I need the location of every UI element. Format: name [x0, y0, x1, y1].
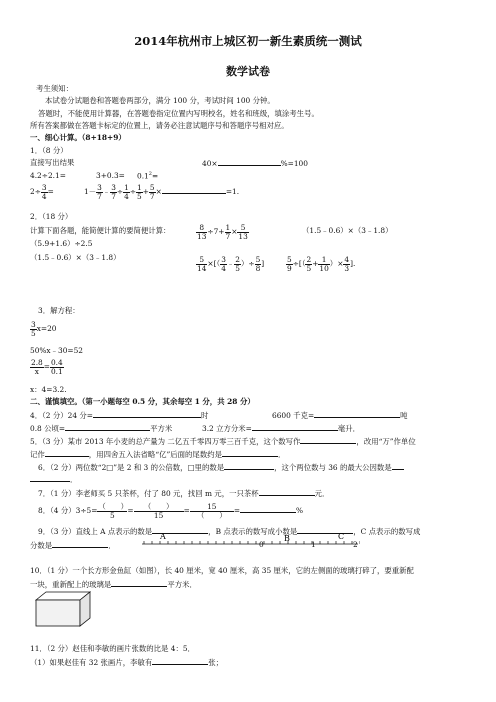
question-text: 2÷ $\frac{3}{4}$ =	[30, 182, 54, 201]
question-text: 3+0.3=	[96, 171, 125, 180]
question-text: $0.1^2=$	[137, 171, 159, 181]
question-text: 直接写出结果	[30, 158, 75, 167]
question-text: 0.8 公顷= 平方米	[30, 424, 173, 433]
question-text: 6．（2 分）两位数“2□”是 2 和 3 的公倍数，□里的数是 ，这个两位数与 36 的最大公因数是	[38, 462, 404, 472]
notice-head: 考生须知：	[36, 84, 73, 93]
answer-blank	[65, 423, 150, 431]
answer-blank	[252, 423, 338, 431]
question-text: 40× %=100	[202, 159, 308, 168]
answer-blank	[224, 462, 274, 470]
answer-blank	[259, 488, 315, 496]
answer-blank	[222, 449, 278, 457]
question-text: 10．（1 分）一个长方形金鱼缸（如图），长 40 厘米，宽 40 厘米，高 35 厘米，它的左侧面的玻璃打碎了，要重新配	[30, 566, 414, 575]
answer-blank	[152, 657, 208, 665]
answer-blank	[93, 410, 201, 418]
answer-blank	[218, 158, 281, 166]
number-line	[140, 528, 360, 550]
question-expr: x：4=3.2.	[30, 385, 67, 394]
question-text: （1）如果赵佳有 32 张画片，李敏有 张；	[30, 658, 224, 667]
question-expr: （1.5﹣0.6）×（3﹣1.8）	[302, 226, 393, 235]
point-a-label: A	[160, 532, 166, 541]
notice-line: 答题时，不能使用计算器，在答题卷指定位置内写明校名，姓名和班级，填涂考生号。	[38, 109, 319, 118]
question-text: 分数是 ．	[30, 541, 116, 550]
fish-tank-figure	[34, 590, 92, 628]
answer-blank-line: ．	[30, 474, 77, 484]
question-expr: $\frac{2.8}{x}$ = $\frac{0.4}{0.1}$	[31, 357, 63, 376]
question-text: 4．（2 分）24 分= 时	[30, 411, 209, 420]
question-expr: （1.5﹣0.6）×（3﹣1.8）	[30, 253, 121, 262]
question-number: 3．解方程：	[38, 306, 80, 315]
point-c-label: C	[338, 532, 345, 541]
answer-blank	[162, 186, 226, 194]
point-b-label: B	[284, 534, 290, 543]
notice-line: 本试卷分试题卷和答题卷两部分，满分 100 分，考试时间 100 分钟。	[45, 96, 275, 105]
question-text: 计算下面各题，能简便计算的要简便计算：	[30, 226, 171, 235]
answer-blank	[314, 410, 400, 418]
question-text: 8．（4 分）3÷5= （ ） 5 = （ ） 15 = 15 （ ） = %	[38, 501, 304, 520]
question-text: 4.2÷2.1=	[30, 171, 66, 180]
question-text: 记作 ，用四舍五入法省略“亿”后面的尾数约是 ．	[30, 450, 286, 459]
page-subtitle: 数学试卷	[226, 65, 270, 78]
answer-blank	[392, 462, 404, 470]
answer-blank	[111, 579, 167, 587]
question-text: 7．（1 分）李老师买 5 只茶杯，付了 80 元，找回 m 元，一只茶杯 元．	[38, 489, 330, 498]
number-line-label-0: 0	[259, 540, 264, 549]
section-heading: 二、谨慎填空。（第一小题每空 0.5 分，其余每空 1 分，共 28 分）	[30, 397, 255, 406]
notice-line: 所有答案都做在答题卡标定的位置上，请务必注意试题序号和答题序号相对应。	[30, 121, 289, 130]
question-text: 11．（2 分）赵佳和李敏的画片张数的比是 4：5．	[30, 644, 195, 653]
question-text: 3.2 立方分米= 毫升．	[202, 424, 361, 433]
question-text: 5．（3 分）某市 2013 年小麦的总产量为 二亿五千零四万零三百千克，这个数写作 ，改用“万”作单位	[30, 437, 416, 446]
answer-blank	[45, 449, 89, 457]
question-expr: 50%x﹣30=52	[30, 346, 83, 355]
answer-blank	[300, 436, 356, 444]
page-title: 2014年杭州市上城区初一新生素质统一测试	[134, 34, 362, 48]
answer-blank	[52, 540, 108, 548]
question-text: 1－ $\frac{3}{7}$ ﹣ $\frac{3}{7}$ ÷ $\frac{1}{4}$ ÷ $\frac{1}{5}$ + $\frac{5}{7}$ × =1.	[84, 182, 240, 201]
answer-blank	[240, 505, 296, 513]
section-heading: 一、细心计算。（8+18+9）	[30, 133, 126, 142]
question-number: 2．（18 分）	[30, 212, 73, 221]
question-expr: （5.9+1.6）÷2.5	[30, 239, 93, 248]
question-expr: $\frac{8}{13}$ ÷7+ $\frac{1}{7}$ × $\frac{5}{13}$	[197, 222, 248, 241]
question-text: 6600 千克= 吨	[272, 411, 408, 420]
question-number: 1．（8 分）	[30, 146, 68, 155]
number-line-label-1: 1	[311, 540, 316, 549]
question-text: 一块，重新配上的玻璃是 平方米．	[30, 580, 197, 589]
question-expr: $\frac{3}{5}$ x=20	[31, 319, 57, 338]
question-expr: $\frac{5}{9}$ ÷[（ $\frac{2}{5}$ + $\frac{1}{10}$ ）× $\frac{4}{3}$ ].	[287, 254, 356, 273]
question-expr: $\frac{5}{14}$ ×[（ $\frac{3}{4}$ ﹣ $\frac{2}{5}$ ）÷ $\frac{5}{8}$ ]	[197, 254, 265, 273]
number-line-label-2: 2	[353, 540, 358, 549]
question-text: 9．（3 分）直线上 A 点表示的数是 ，B 点表示的数写成小数是 ，C 点表示的数写成	[38, 527, 421, 536]
